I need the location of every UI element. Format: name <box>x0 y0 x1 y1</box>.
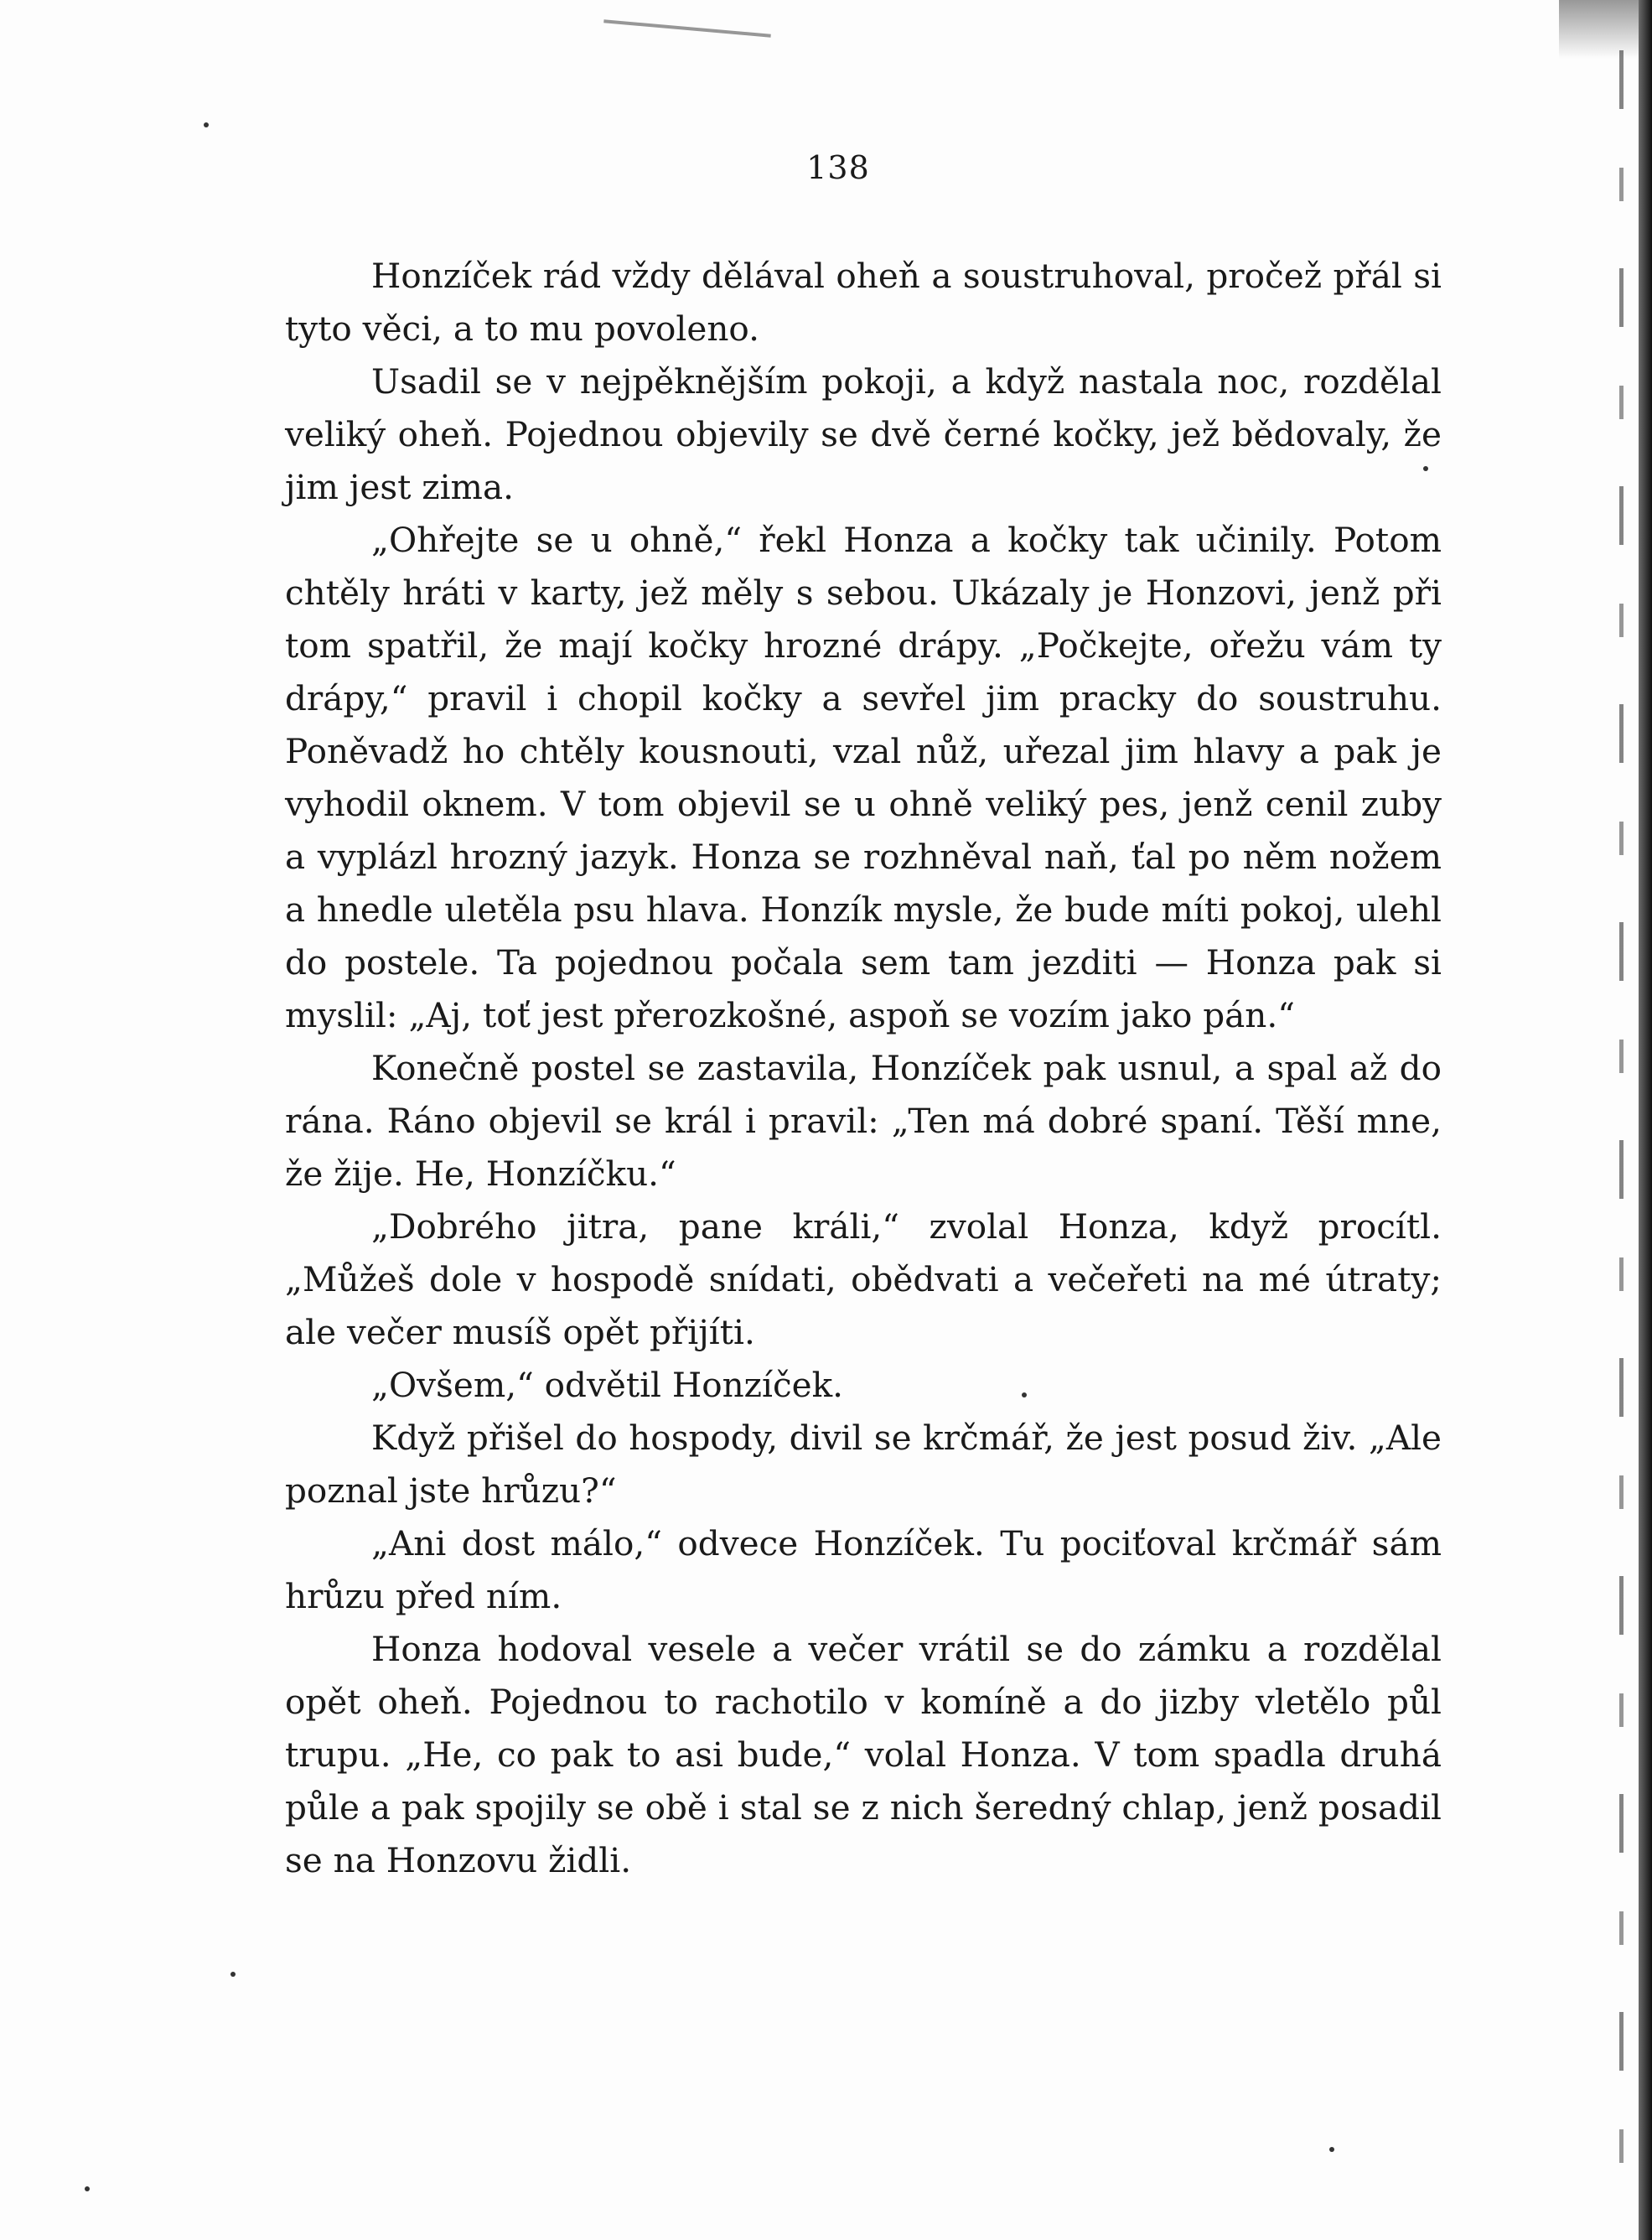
paragraph: Honzíček rád vždy dělával oheň a soustruhoval, pročež přál si tyto věci, a to mu povoleno. <box>285 256 1442 349</box>
scan-top-mark <box>603 19 771 37</box>
paragraph: „Ani dost málo,“ odvece Honzíček. Tu pociťoval krčmář sám hrůzu před ním. <box>285 1523 1442 1616</box>
paragraph: „Ohřejte se u ohně,“ řekl Honza a kočky tak učinily. Potom chtěly hráti v karty, jež měly s sebou. Ukázaly je Honzovi, jenž při tom spatřil, že mají kočky hrozné drápy. „Počkejte, ořežu vám ty drápy,“ pravil i chopil kočky a sevřel jim pracky do soustruhu. Poněvadž ho chtěly kousnouti, vzal nůž, uřezal jim hlavy a pak je vyhodil oknem. V tom objevil se u ohně veliký pes, jenž cenil zuby a vyplázl hrozný jazyk. Honza se rozhněval naň, ťal po něm nožem a hnedle uletěla psu hlava. Honzík mysle, že bude míti pokoj, ulehl do postele. Ta pojednou počala sem tam jezditi — Honza pak si myslil: „Aj, toť jest přerozkošné, aspoň se vozím jako pán.“ <box>285 520 1442 1035</box>
scan-speck <box>85 2186 90 2191</box>
page-number: 138 <box>806 149 870 186</box>
scan-speck <box>1329 2147 1334 2152</box>
body-text <box>285 250 1442 1887</box>
paragraph: „Ovšem,“ odvětil Honzíček. <box>371 1365 844 1405</box>
paragraph: Honza hodoval vesele a večer vrátil se do zámku a rozdělal opět oheň. Pojednou to rachotilo v komíně a do jizby vletělo půl trupu. „He, co pak to asi bude,“ volal Honza. V tom spadla druhá půle a pak spojily se obě i stal se z nich šeredný chlap, jenž posadil se na Honzovu židli. <box>285 1629 1442 1880</box>
scan-edge-right <box>1639 0 1652 2240</box>
paragraph: „Dobrého jitra, pane králi,“ zvolal Honza, když procítl. „Můžeš dole v hospodě snídati, obědvati a večeřeti na mé útraty; ale večer musíš opět přijíti. <box>285 1206 1442 1352</box>
scan-edge-top <box>1559 0 1639 59</box>
scan-edge-marks <box>1619 50 1624 2196</box>
scan-speck <box>204 122 209 127</box>
paragraph: Když přišel do hospody, divil se krčmář, že jest posud živ. „Ale poznal jste hrůzu?“ <box>285 1418 1442 1511</box>
scan-speck <box>230 1972 236 1977</box>
paragraph: Usadil se v nejpěknějším pokoji, a když nastala noc, rozdělal veliký oheň. Pojednou objevily se dvě černé kočky, jež bědovaly, že jim jest zima. <box>285 361 1442 507</box>
paragraph: Konečně postel se zastavila, Honzíček pak usnul, a spal až do rána. Ráno objevil se král i pravil: „Ten má dobré spaní. Těší mne, že žije. He, Honzíčku.“ <box>285 1048 1442 1194</box>
